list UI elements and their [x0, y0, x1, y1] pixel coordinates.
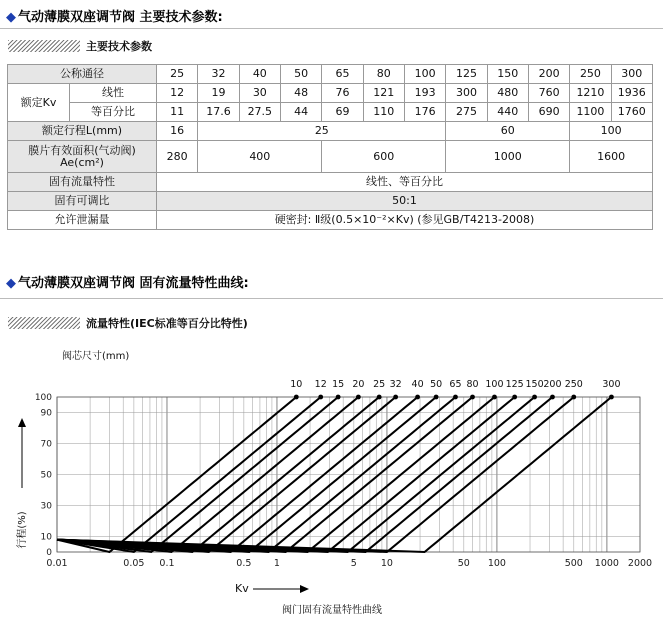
table-cell: 110 [363, 103, 404, 122]
table-row [8, 65, 653, 84]
divider [0, 298, 663, 299]
table-cell: 480 [487, 84, 528, 103]
series-endpoint [532, 395, 537, 400]
y-tick-label: 70 [40, 439, 52, 450]
table-cell: 32 [198, 65, 239, 84]
series-label: 10 [290, 379, 303, 390]
table-cell: 76 [322, 84, 363, 103]
table-header-cell: 膜片有效面积(气动阀) Ae(cm²) [8, 141, 157, 173]
series-label: 200 [543, 379, 562, 390]
x-tick-label: 0.1 [159, 558, 175, 569]
series-endpoint [377, 395, 382, 400]
series-endpoint [571, 395, 576, 400]
diamond-bullet-icon: ◆ [6, 276, 16, 291]
table-cell: 1600 [570, 141, 653, 173]
section-title-params: ◆ 气动薄膜双座调节阀 主要技术参数: [6, 10, 223, 25]
x-tick-label: 1000 [594, 558, 619, 569]
x-tick-label: 10 [380, 558, 393, 569]
table-cell: 80 [363, 65, 404, 84]
series-label: 150 [525, 379, 544, 390]
chart-title: 阀门固有流量特性曲线 [282, 605, 382, 616]
table-cell: 760 [528, 84, 569, 103]
hatch-decoration [8, 317, 80, 329]
table-cell: 17.6 [198, 103, 239, 122]
x-tick-label: 0.5 [236, 558, 252, 569]
spec-table [7, 64, 653, 230]
x-tick-label: 50 [457, 558, 470, 569]
table-header-cell: 公称通径 [8, 65, 157, 84]
table-cell: 50:1 [157, 192, 653, 211]
table-header-cell: 额定行程L(mm) [8, 122, 157, 141]
series-label: 125 [505, 379, 524, 390]
flow-characteristic-chart [0, 330, 663, 621]
x-axis-arrowhead [300, 585, 309, 593]
table-row [8, 84, 653, 103]
table-header-cell: 线性 [70, 84, 157, 103]
table-cell: 硬密封: Ⅱ级(0.5×10⁻²×Kv) (参见GB/T4213-2008) [157, 211, 653, 230]
table-cell: 1000 [446, 141, 570, 173]
series-label: 80 [466, 379, 479, 390]
x-tick-label: 2000 [627, 558, 653, 569]
y-tick-label: 0 [46, 548, 52, 558]
x-tick-label: 0.05 [123, 558, 145, 569]
x-tick-label: 100 [487, 558, 506, 569]
series-label: 65 [449, 379, 462, 390]
table-cell: 193 [404, 84, 445, 103]
series-label: 40 [411, 379, 424, 390]
table-cell: 25 [157, 65, 198, 84]
table-row [8, 103, 653, 122]
table-cell: 60 [446, 122, 570, 141]
series-endpoint [393, 395, 398, 400]
series-endpoint [609, 395, 614, 400]
table-cell: 600 [322, 141, 446, 173]
table-cell: 65 [322, 65, 363, 84]
table-row [8, 122, 653, 141]
table-row [8, 211, 653, 230]
table-cell: 25 [198, 122, 446, 141]
series-endpoint [318, 395, 323, 400]
x-tick-label: 1 [273, 558, 280, 569]
y-tick-label: 10 [40, 532, 52, 543]
series-endpoint [550, 395, 555, 400]
table-cell: 300 [611, 65, 652, 84]
table-cell: 121 [363, 84, 404, 103]
table-row [8, 173, 653, 192]
table-header-cell: 额定Kv [8, 84, 70, 122]
subsection-header: 主要技术参数 [8, 39, 152, 53]
series-endpoint [470, 395, 475, 400]
hatch-decoration [8, 40, 80, 52]
series-endpoint [453, 395, 458, 400]
table-header-cell: 等百分比 [70, 103, 157, 122]
series-endpoint [356, 395, 361, 400]
table-cell: 69 [322, 103, 363, 122]
divider [0, 28, 663, 29]
series-label: 25 [373, 379, 386, 390]
x-axis-label: Kv [235, 582, 249, 595]
series-label: 15 [332, 379, 345, 390]
table-cell: 200 [528, 65, 569, 84]
table-cell: 1760 [611, 103, 652, 122]
series-endpoint [336, 395, 341, 400]
section-title-curves: ◆ 气动薄膜双座调节阀 固有流量特性曲线: [6, 276, 249, 291]
series-label: 250 [564, 379, 583, 390]
table-cell: 100 [404, 65, 445, 84]
table-header-cell: 固有流量特性 [8, 173, 157, 192]
x-tick-label: 500 [564, 558, 583, 569]
table-cell: 1210 [570, 84, 611, 103]
series-label: 50 [430, 379, 443, 390]
series-endpoint [434, 395, 439, 400]
x-tick-label: 0.01 [46, 558, 68, 569]
series-label: 20 [352, 379, 365, 390]
series-endpoint [492, 395, 497, 400]
series-endpoint [512, 395, 517, 400]
table-cell: 30 [239, 84, 280, 103]
x-tick-label: 5 [350, 558, 357, 569]
table-cell: 19 [198, 84, 239, 103]
table-cell: 176 [404, 103, 445, 122]
table-cell: 48 [280, 84, 321, 103]
y-tick-label: 30 [40, 501, 52, 512]
series-label: 300 [602, 379, 621, 390]
series-endpoint [415, 395, 420, 400]
table-header-cell: 允许泄漏量 [8, 211, 157, 230]
table-cell: 12 [157, 84, 198, 103]
series-endpoint [294, 395, 299, 400]
subsection-header: 流量特性(IEC标准等百分比特性) [8, 316, 248, 330]
y-tick-label: 90 [40, 408, 52, 419]
table-cell: 50 [280, 65, 321, 84]
table-cell: 40 [239, 65, 280, 84]
table-cell: 1100 [570, 103, 611, 122]
table-row [8, 192, 653, 211]
series-label: 32 [389, 379, 402, 390]
table-cell: 275 [446, 103, 487, 122]
table-cell: 16 [157, 122, 198, 141]
table-cell: 27.5 [239, 103, 280, 122]
series-label: 12 [314, 379, 327, 390]
table-cell: 44 [280, 103, 321, 122]
table-cell: 125 [446, 65, 487, 84]
table-cell: 11 [157, 103, 198, 122]
y-axis-label: 行程(%) [17, 511, 28, 549]
table-cell: 250 [570, 65, 611, 84]
y-axis-arrowhead [18, 418, 26, 427]
table-cell: 300 [446, 84, 487, 103]
y-tick-label: 50 [40, 470, 52, 481]
series-label: 100 [485, 379, 504, 390]
size-axis-label: 阀芯尺寸(mm) [62, 351, 130, 362]
table-cell: 400 [198, 141, 322, 173]
y-tick-label: 100 [34, 393, 52, 403]
table-header-cell: 固有可调比 [8, 192, 157, 211]
table-cell: 线性、等百分比 [157, 173, 653, 192]
diamond-bullet-icon: ◆ [6, 10, 16, 25]
table-cell: 690 [528, 103, 569, 122]
table-cell: 100 [570, 122, 653, 141]
table-cell: 150 [487, 65, 528, 84]
table-cell: 280 [157, 141, 198, 173]
table-cell: 440 [487, 103, 528, 122]
table-row [8, 141, 653, 173]
table-cell: 1936 [611, 84, 652, 103]
